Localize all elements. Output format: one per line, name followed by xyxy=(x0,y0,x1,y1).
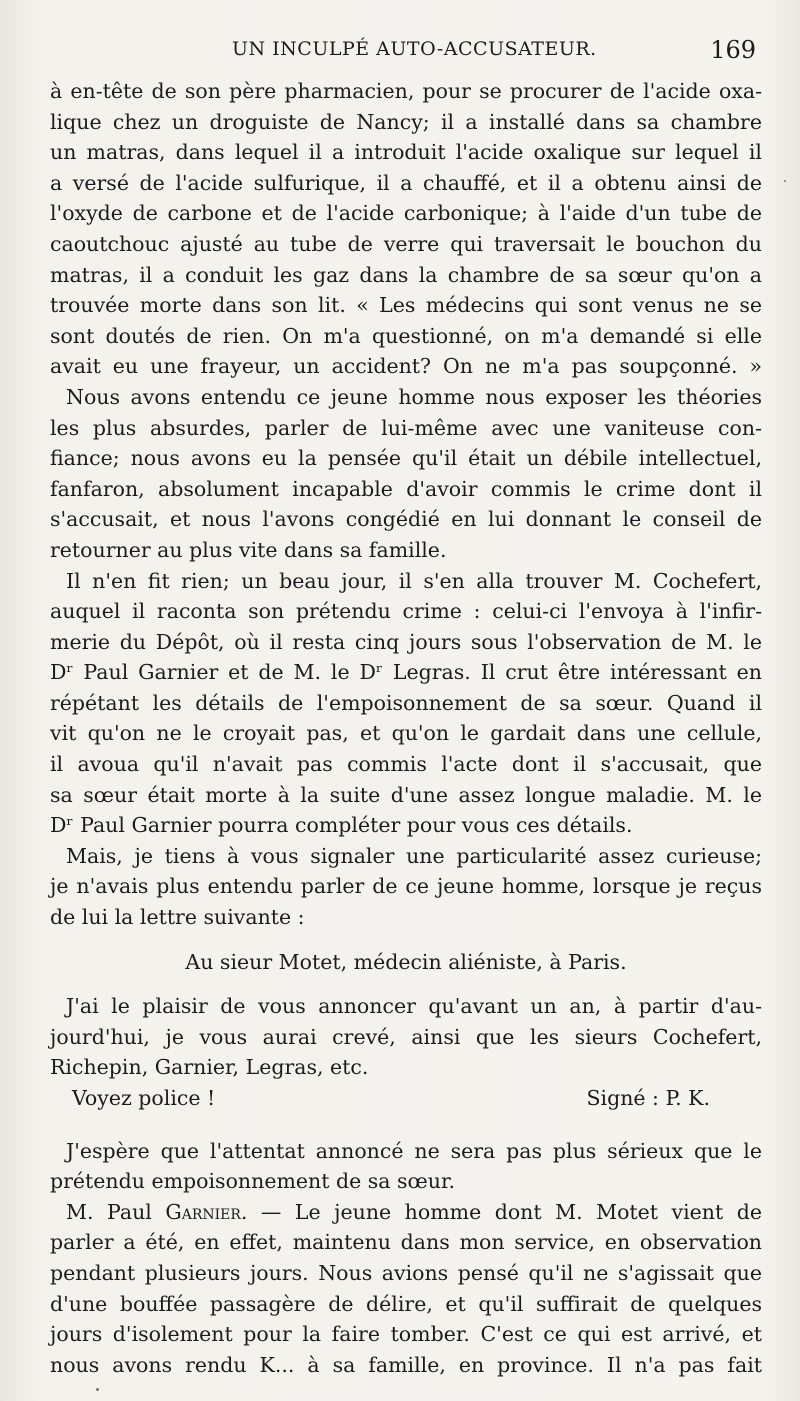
text-line: Il n'en fit rien; un beau jour, il s'en alla trouver M. Cochefert, xyxy=(66,568,762,593)
text-line: matras, il a conduit les gaz dans la chambre de sa sœur qu'on a xyxy=(50,262,762,287)
paper-speck xyxy=(784,180,786,182)
running-title: UN INCULPÉ AUTO-ACCUSATEUR. xyxy=(232,38,597,60)
text-line: les plus absurdes, parler de lui-même avec une vaniteuse con- xyxy=(50,415,762,440)
speaker-name: Garnier xyxy=(165,1199,241,1224)
text-line: a versé de l'acide sulfurique, il a chauffé, et il a obtenu ainsi de xyxy=(50,170,762,195)
letter-line: Richepin, Garnier, Legras, etc. xyxy=(50,1055,369,1080)
paragraph-4 xyxy=(50,841,762,933)
text-line: Dʳ Paul Garnier pourra compléter pour vous ces détails. xyxy=(50,813,633,838)
letter-line: jourd'hui, je vous aurai crevé, ainsi que les sieurs Cochefert, xyxy=(50,1024,762,1049)
text-line: merie du Dépôt, où il resta cinq jours sous l'observation de M. le xyxy=(50,629,762,654)
text-line: répétant les détails de l'empoisonnement de sa sœur. Quand il xyxy=(50,690,762,715)
text-line: il avoua qu'il n'avait pas commis l'acte dont il s'accusait, que xyxy=(50,752,762,777)
text-line: s'accusait, et nous l'avons congédié en lui donnant le conseil de xyxy=(50,507,762,532)
text-line: de lui la lettre suivante : xyxy=(50,905,305,930)
text-line: Dʳ Paul Garnier et de M. le Dʳ Legras. Il crut être intéressant en xyxy=(50,660,762,685)
letter-signature: Signé : P. K. xyxy=(586,1086,710,1110)
text-line: fiance; nous avons eu la pensée qu'il était un débile intellectuel, xyxy=(50,446,762,471)
speaker-suffix: . — Le jeune homme dont M. Motet vient de xyxy=(240,1199,762,1224)
text-line: nous avons rendu K... à sa famille, en province. Il n'a pas fait xyxy=(50,1352,762,1377)
text-line: J'espère que l'attentat annoncé ne sera pas plus sérieux que le xyxy=(66,1138,762,1163)
text-line: sont doutés de rien. On m'a questionné, on m'a demandé si elle xyxy=(50,323,762,348)
running-head xyxy=(40,36,760,70)
text-line: vit qu'on ne le croyait pas, et qu'on le gardait dans une cellule, xyxy=(50,721,762,746)
paragraph-2 xyxy=(50,382,762,566)
paper-speck xyxy=(96,1388,99,1391)
speaker-line xyxy=(50,1197,762,1228)
text-line: je n'avais plus entendu parler de ce jeune homme, lorsque je reçus xyxy=(50,874,762,899)
text-line: jours d'isolement pour la faire tomber. C'est ce qui est arrivé, et xyxy=(50,1322,762,1347)
text-line: lique chez un droguiste de Nancy; il a installé dans sa chambre xyxy=(50,109,762,134)
speaker-prefix: M. Paul xyxy=(66,1199,166,1224)
text-line: Mais, je tiens à vous signaler une particularité assez curieuse; xyxy=(66,843,762,868)
spacer xyxy=(50,933,762,947)
letter-address: Au sieur Motet, médecin aliéniste, à Paris. xyxy=(185,949,627,974)
paragraph-1 xyxy=(50,76,762,382)
text-line: sa sœur était morte à la suite d'une assez longue maladie. M. le xyxy=(50,782,762,807)
text-line: retourner au plus vite dans sa famille. xyxy=(50,537,447,562)
page-number: 169 xyxy=(710,36,756,64)
body-text xyxy=(50,76,762,1380)
text-line: pendant plusieurs jours. Nous avions pensé qu'il ne s'agissait que xyxy=(50,1260,762,1285)
text-line: trouvée morte dans son lit. « Les médecins qui sont venus ne se xyxy=(50,293,762,318)
quoted-letter xyxy=(50,947,762,1114)
text-line: l'oxyde de carbone et de l'acide carbonique; à l'aide d'un tube de xyxy=(50,201,762,226)
letter-closing-left: Voyez police ! xyxy=(72,1086,216,1110)
spacer xyxy=(50,977,762,991)
text-line: avait eu une frayeur, un accident? On ne m'a pas soupçonné. » xyxy=(50,354,762,379)
paragraph-6 xyxy=(50,1197,762,1381)
text-line: fanfaron, absolument incapable d'avoir commis le crime dont il xyxy=(50,476,762,501)
text-line: Nous avons entendu ce jeune homme nous exposer les théories xyxy=(66,384,762,409)
paragraph-3 xyxy=(50,566,762,841)
text-line: parler a été, en effet, maintenu dans mon service, en observation xyxy=(50,1230,762,1255)
text-line: auquel il raconta son prétendu crime : celui-ci l'envoya à l'infir- xyxy=(50,599,762,624)
spacer xyxy=(50,1114,762,1136)
text-line: à en-tête de son père pharmacien, pour se procurer de l'acide oxa- xyxy=(50,79,762,103)
text-line: caoutchouc ajusté au tube de verre qui traversait le bouchon du xyxy=(50,231,762,256)
text-line: un matras, dans lequel il a introduit l'acide oxalique sur lequel il xyxy=(50,140,762,165)
text-line: d'une bouffée passagère de délire, et qu'il suffirait de quelques xyxy=(50,1291,762,1316)
letter-line: J'ai le plaisir de vous annoncer qu'avant un an, à partir d'au- xyxy=(66,994,762,1019)
paragraph-5 xyxy=(50,1136,762,1197)
text-line: prétendu empoisonnement de sa sœur. xyxy=(50,1169,456,1194)
letter-closing xyxy=(50,1083,762,1114)
